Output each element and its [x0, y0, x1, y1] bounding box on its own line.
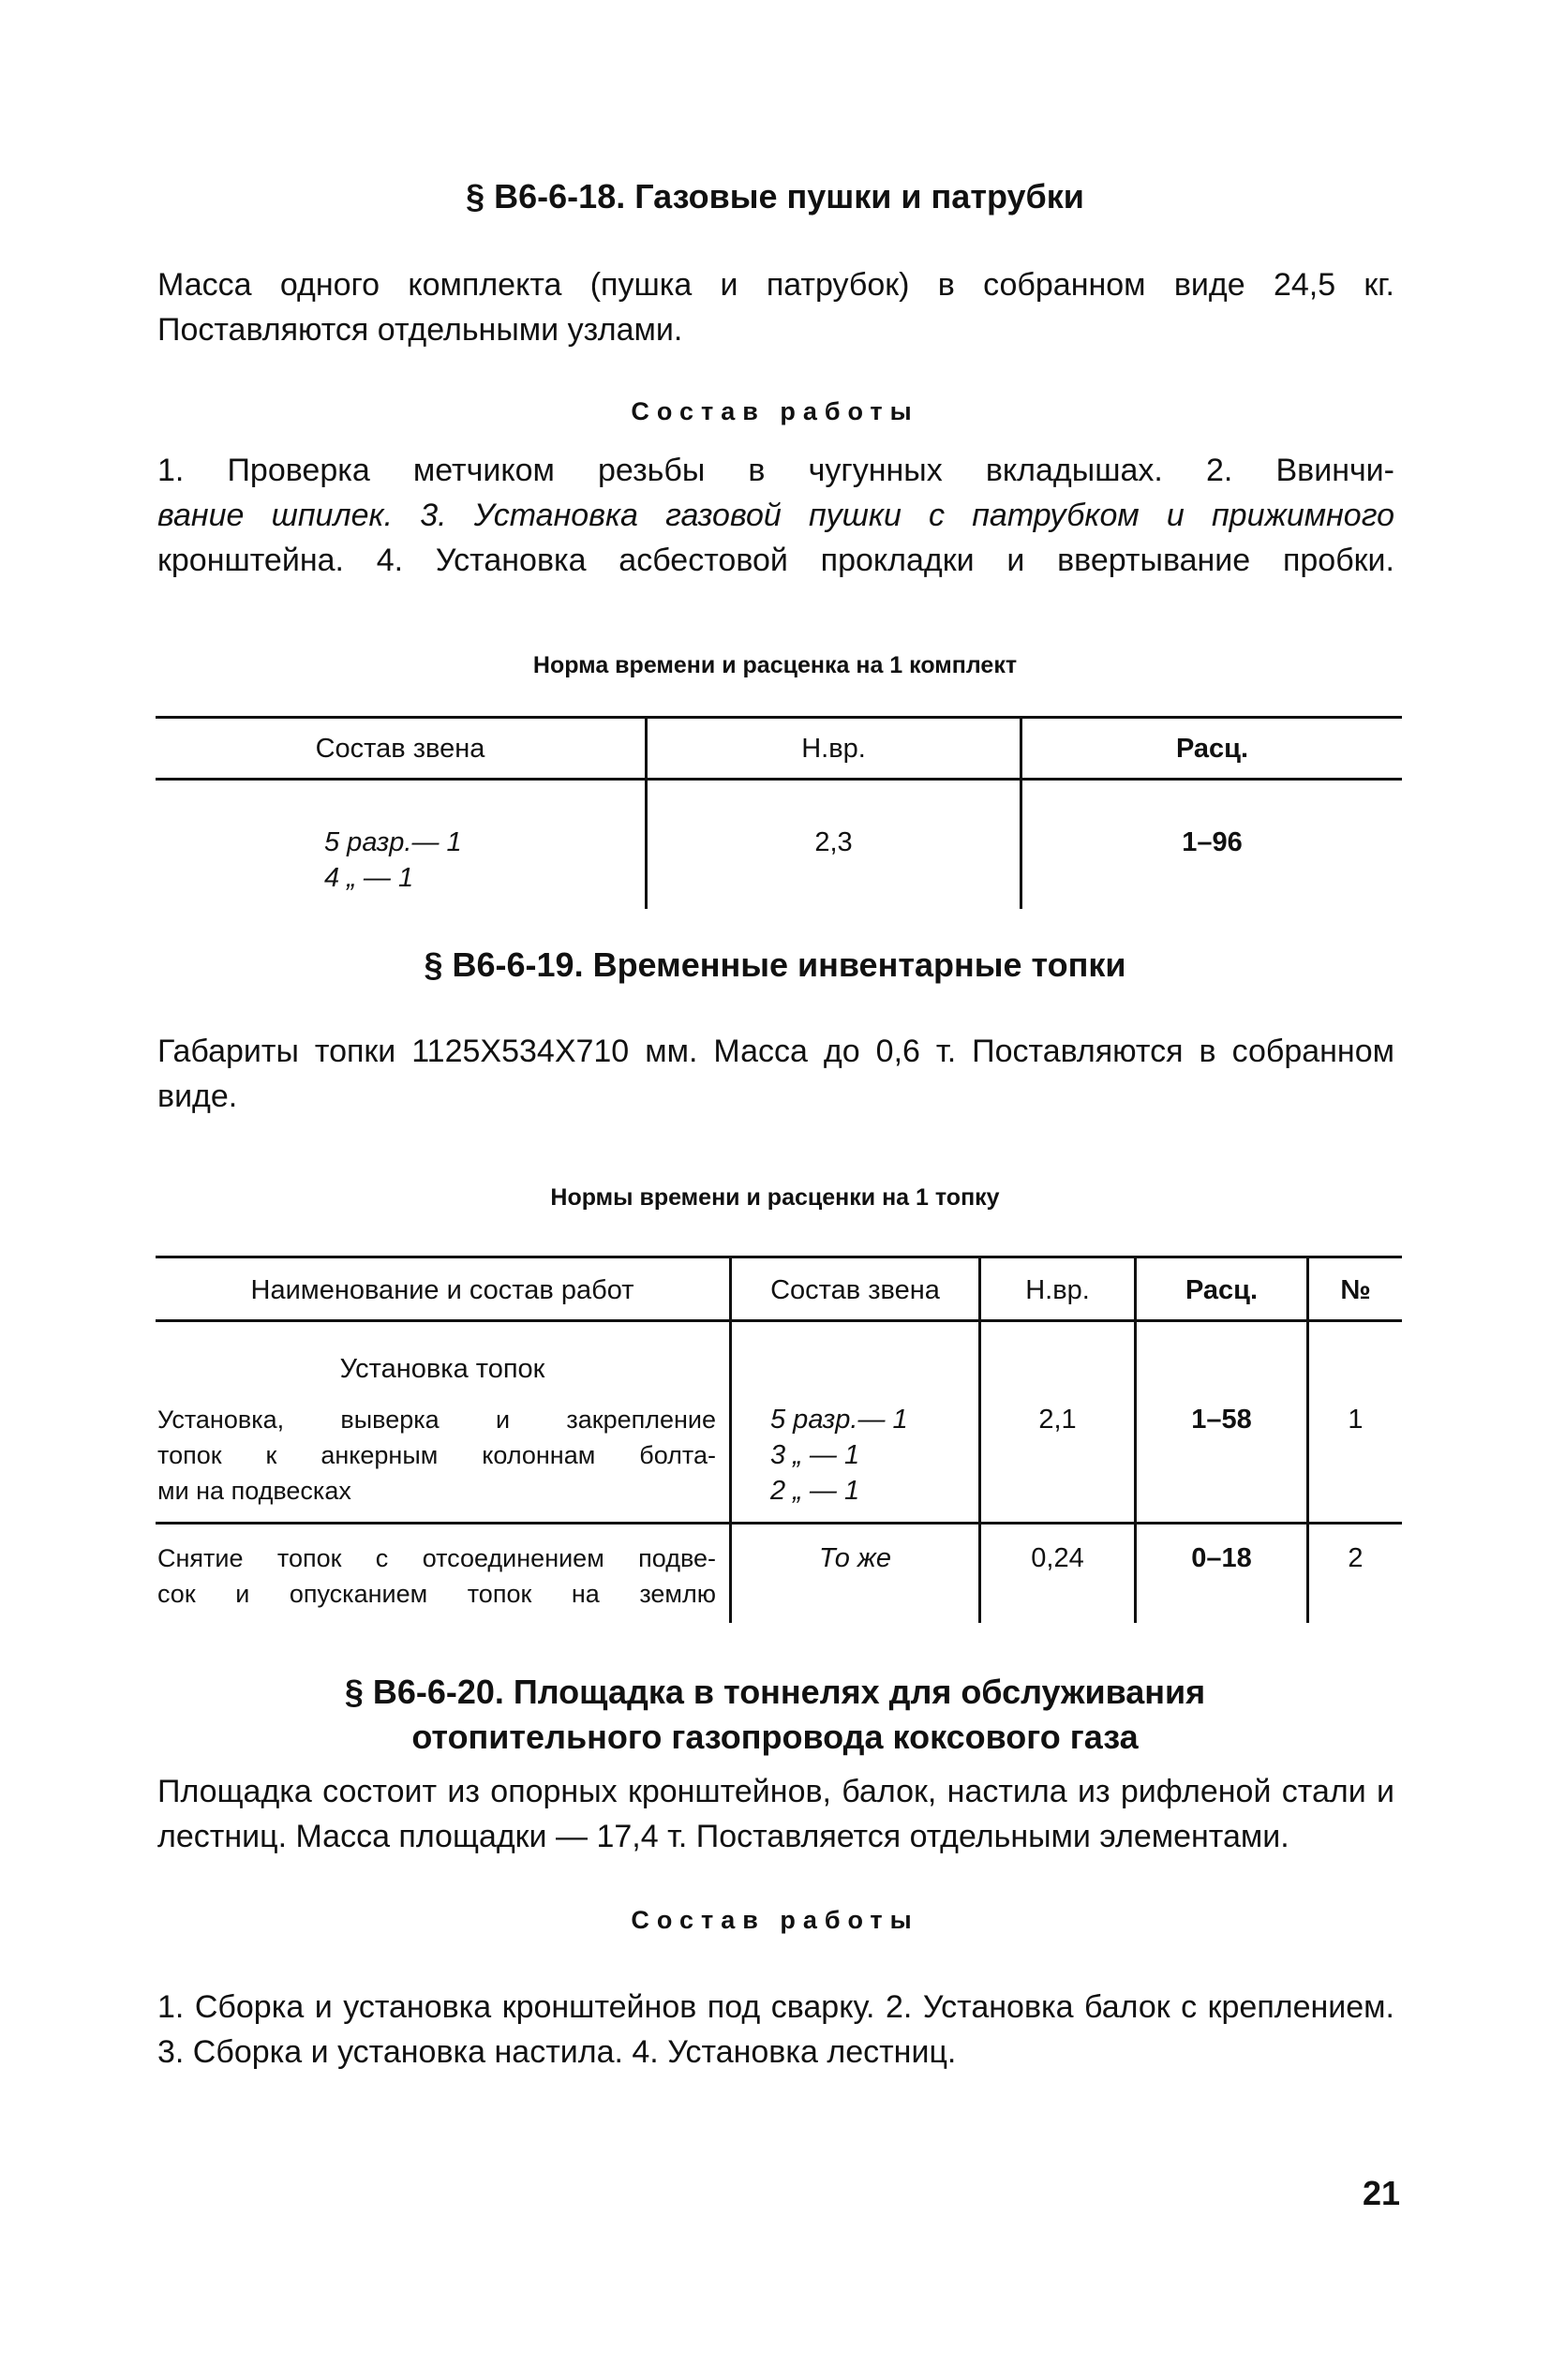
section3-intro: Площадка состоит из опорных кронштейнов, балок, настила из рифленой стали и лестниц. Масса площадки — 17,4 т. Поставляется отдельными элементами.	[157, 1774, 1394, 1854]
table2-header-num: №	[1340, 1275, 1371, 1305]
section1-work-line-1: 1. Проверка метчиком резьбы в чугунных вкладышах. 2. Ввинчи-	[157, 453, 1394, 488]
table2-row-rule	[156, 1522, 1402, 1525]
table1-header-crew: Состав звена	[315, 734, 485, 764]
table2-row1-rate: 1–58	[1191, 1405, 1252, 1435]
table2-caption: Нормы времени и расценки на 1 топку	[550, 1184, 1000, 1211]
table2-row1-name-line-1: Установка, выверка и закрепление	[157, 1406, 716, 1434]
table1-caption: Норма времени и расценка на 1 комплект	[532, 652, 1018, 678]
table1-header-rate: Расц.	[1175, 734, 1249, 764]
table2-row1-num: 1	[1348, 1405, 1364, 1435]
table2-row2-nvr: 0,24	[1031, 1543, 1084, 1573]
table2-header-nvr: Н.вр.	[1025, 1275, 1090, 1305]
table1-crew-line-1: 5 разр.— 1	[324, 827, 462, 857]
section1-work-heading: Состав работы	[631, 397, 919, 425]
table2-row1-crew-line-1: 5 разр.— 1	[770, 1405, 908, 1435]
section-title-b6-6-20-line-2: отопительного газопровода коксового газа	[411, 1718, 1139, 1756]
table2-group-title: Установка топок	[339, 1354, 545, 1384]
section3-work-heading: Состав работы	[631, 1906, 919, 1934]
table2-header-rate: Расц.	[1185, 1275, 1259, 1305]
table2-row1-name-line-2: топок к анкерным колоннам болта-	[157, 1441, 716, 1469]
section-title-b6-6-19: § В6-6-19. Временные инвентарные топки	[424, 945, 1126, 984]
table2-row1-crew-line-3: 2 „ — 1	[770, 1476, 860, 1506]
section1-work-line-2: вание шпилек. 3. Установка газовой пушки с патрубком и прижимного	[157, 498, 1394, 533]
table2-row2-name-line-1: Снятие топок с отсоединением подве-	[157, 1544, 716, 1572]
table2-row2-name-line-2: сок и опусканием топок на землю	[157, 1580, 716, 1608]
table1-rate-value: 1–96	[1182, 827, 1243, 857]
section-title-b6-6-18: § В6-6-18. Газовые пушки и патрубки	[466, 177, 1084, 216]
table2-header-rule	[156, 1319, 1402, 1322]
table1-crew-line-2: 4 „ — 1	[324, 863, 414, 893]
table2-row2-rate: 0–18	[1191, 1543, 1252, 1573]
table2-row1-nvr: 2,1	[1038, 1405, 1077, 1435]
section3-work-text: 1. Сборка и установка кронштейнов под сварку. 2. Установка балок с креплением. 3. Сборка и установка настила. 4. Установка лестниц.	[157, 1989, 1394, 2070]
table1-header-nvr: Н.вр.	[801, 734, 866, 764]
table2-top-rule	[156, 1256, 1402, 1258]
table2-row1-name-line-3: ми на подвесках	[157, 1477, 351, 1505]
table2-row1-crew-line-2: 3 „ — 1	[770, 1440, 860, 1470]
section1-work-line-3: кронштейна. 4. Установка асбестовой прокладки и ввертывание пробки.	[157, 543, 1394, 578]
table1-nvr-value: 2,3	[814, 827, 853, 857]
table1-header-rule	[156, 778, 1402, 781]
table2-row2-num: 2	[1348, 1543, 1364, 1573]
section1-intro: Масса одного комплекта (пушка и патрубок) в собранном виде 24,5 кг. Поставляются отдельными узлами.	[157, 267, 1394, 348]
section-title-b6-6-20-line-1: § В6-6-20. Площадка в тоннелях для обслуживания	[344, 1673, 1206, 1711]
table2-header-name: Наименование и состав работ	[250, 1275, 634, 1305]
section2-intro: Габариты топки 1125Х534Х710 мм. Масса до 0,6 т. Поставляются в собранном виде.	[157, 1034, 1394, 1114]
table2-header-crew: Состав звена	[770, 1275, 940, 1305]
page-number: 21	[1362, 2174, 1400, 2212]
table2-row2-crew: То же	[818, 1543, 892, 1573]
table1-top-rule	[156, 716, 1402, 719]
